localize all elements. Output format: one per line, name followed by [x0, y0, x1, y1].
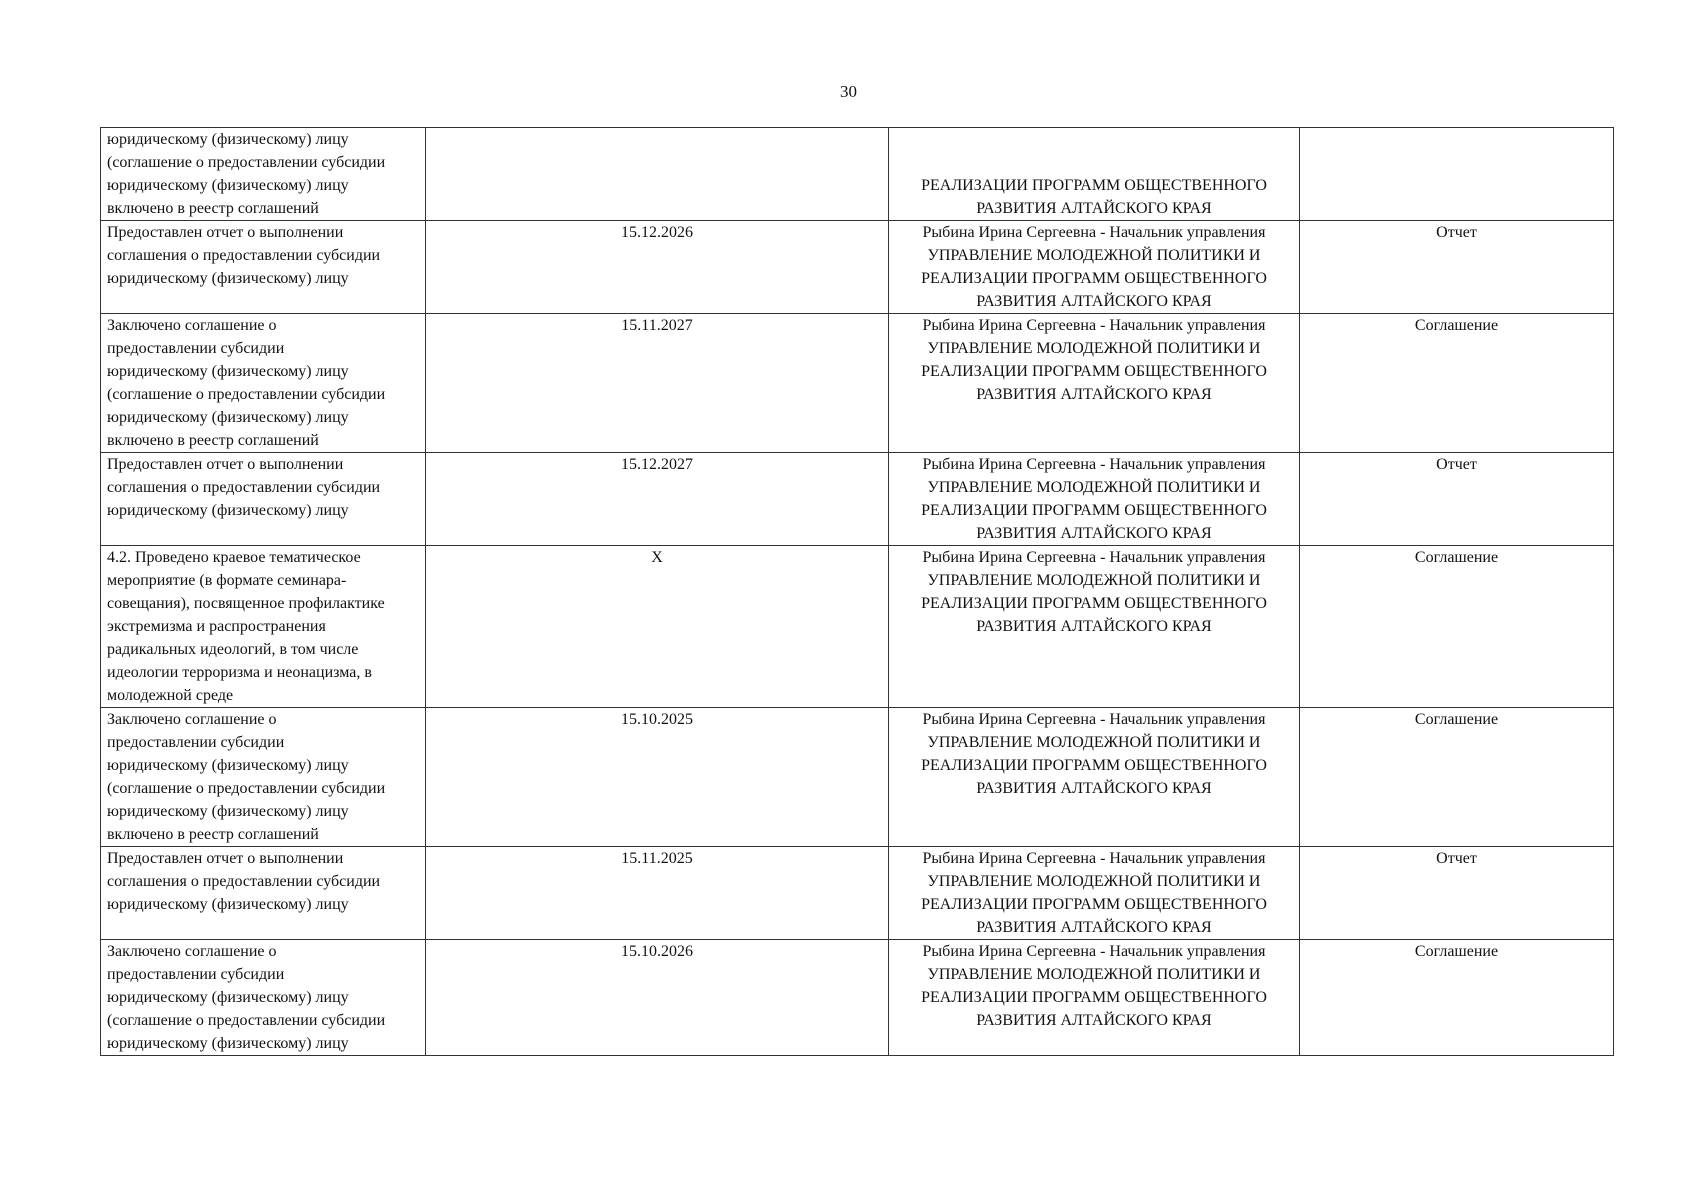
responsible-line: Рыбина Ирина Сергеевна - Начальник управления [922, 317, 1266, 334]
document-type-cell: Соглашение [1300, 708, 1614, 847]
responsible-line: РАЗВИТИЯ АЛТАЙСКОГО КРАЯ [976, 525, 1212, 542]
responsible-cell [889, 128, 1300, 221]
responsible-line [895, 128, 1293, 151]
responsible-line [895, 151, 1293, 174]
responsible-cell [889, 940, 1300, 1056]
event-cell: Заключено соглашение о предоставлении субсидии юридическому (физическому) лицу (соглашение о предоставлении субсидии юридическому (физическому) лицу [101, 940, 426, 1056]
responsible-cell [889, 453, 1300, 546]
event-cell: юридическому (физическому) лицу (соглашение о предоставлении субсидии юридическому (физическому) лицу включено в реестр соглашений [101, 128, 426, 221]
responsible-line: РАЗВИТИЯ АЛТАЙСКОГО КРАЯ [976, 386, 1212, 403]
responsible-line: Рыбина Ирина Сергеевна - Начальник управления [922, 549, 1266, 566]
deadline-cell [426, 128, 889, 221]
event-cell: Предоставлен отчет о выполнении соглашения о предоставлении субсидии юридическому (физическому) лицу [101, 847, 426, 940]
responsible-line: УПРАВЛЕНИЕ МОЛОДЕЖНОЙ ПОЛИТИКИ И [927, 340, 1261, 357]
responsible-line: УПРАВЛЕНИЕ МОЛОДЕЖНОЙ ПОЛИТИКИ И [927, 966, 1261, 983]
responsible-line: РЕАЛИЗАЦИИ ПРОГРАММ ОБЩЕСТВЕННОГО [921, 757, 1267, 774]
responsible-line: РЕАЛИЗАЦИИ ПРОГРАММ ОБЩЕСТВЕННОГО [921, 502, 1267, 519]
responsible-line: УПРАВЛЕНИЕ МОЛОДЕЖНОЙ ПОЛИТИКИ И [927, 734, 1261, 751]
document-type-cell [1300, 128, 1614, 221]
table-row [101, 546, 1614, 708]
responsible-line: Рыбина Ирина Сергеевна - Начальник управления [922, 850, 1266, 867]
responsible-line: РАЗВИТИЯ АЛТАЙСКОГО КРАЯ [976, 1012, 1212, 1029]
responsible-line: РЕАЛИЗАЦИИ ПРОГРАММ ОБЩЕСТВЕННОГО [921, 270, 1267, 287]
table-row [101, 847, 1614, 940]
deadline-cell: 15.11.2025 [426, 847, 889, 940]
responsible-line: УПРАВЛЕНИЕ МОЛОДЕЖНОЙ ПОЛИТИКИ И [927, 572, 1261, 589]
responsible-cell [889, 847, 1300, 940]
table-row [101, 940, 1614, 1056]
responsible-line: РЕАЛИЗАЦИИ ПРОГРАММ ОБЩЕСТВЕННОГО [921, 363, 1267, 380]
responsible-line: УПРАВЛЕНИЕ МОЛОДЕЖНОЙ ПОЛИТИКИ И [927, 479, 1261, 496]
table-row [101, 221, 1614, 314]
responsible-cell [889, 314, 1300, 453]
plan-table [100, 127, 1614, 1056]
table-row [101, 453, 1614, 546]
responsible-line: РЕАЛИЗАЦИИ ПРОГРАММ ОБЩЕСТВЕННОГО [921, 989, 1267, 1006]
document-type-cell: Соглашение [1300, 940, 1614, 1056]
table-row [101, 128, 1614, 221]
responsible-cell [889, 708, 1300, 847]
responsible-line: РАЗВИТИЯ АЛТАЙСКОГО КРАЯ [976, 780, 1212, 797]
responsible-line: Рыбина Ирина Сергеевна - Начальник управления [922, 711, 1266, 728]
deadline-cell: 15.11.2027 [426, 314, 889, 453]
responsible-line: РАЗВИТИЯ АЛТАЙСКОГО КРАЯ [976, 293, 1212, 310]
event-cell: Заключено соглашение о предоставлении субсидии юридическому (физическому) лицу (соглашение о предоставлении субсидии юридическому (физическому) лицу включено в реестр соглашений [101, 314, 426, 453]
document-type-cell: Соглашение [1300, 314, 1614, 453]
responsible-line: РАЗВИТИЯ АЛТАЙСКОГО КРАЯ [976, 200, 1212, 217]
responsible-line: РЕАЛИЗАЦИИ ПРОГРАММ ОБЩЕСТВЕННОГО [921, 896, 1267, 913]
deadline-cell: 15.10.2026 [426, 940, 889, 1056]
deadline-cell: 15.12.2027 [426, 453, 889, 546]
responsible-cell [889, 546, 1300, 708]
deadline-cell: 15.10.2025 [426, 708, 889, 847]
plan-table-body [101, 128, 1614, 1056]
responsible-line: РЕАЛИЗАЦИИ ПРОГРАММ ОБЩЕСТВЕННОГО [921, 595, 1267, 612]
responsible-line: Рыбина Ирина Сергеевна - Начальник управления [922, 224, 1266, 241]
page-number: 30 [840, 82, 857, 101]
event-cell: Предоставлен отчет о выполнении соглашения о предоставлении субсидии юридическому (физическому) лицу [101, 453, 426, 546]
event-cell: Заключено соглашение о предоставлении субсидии юридическому (физическому) лицу (соглашение о предоставлении субсидии юридическому (физическому) лицу включено в реестр соглашений [101, 708, 426, 847]
event-cell: 4.2. Проведено краевое тематическое мероприятие (в формате семинара- совещания), посвященное профилактике экстремизма и распространения радикальных идеологий, в том числе идеологии терроризма и неонацизма, в молодежной среде [101, 546, 426, 708]
responsible-line: РАЗВИТИЯ АЛТАЙСКОГО КРАЯ [976, 919, 1212, 936]
document-type-cell: Отчет [1300, 453, 1614, 546]
responsible-line: РЕАЛИЗАЦИИ ПРОГРАММ ОБЩЕСТВЕННОГО [921, 177, 1267, 194]
responsible-line: Рыбина Ирина Сергеевна - Начальник управления [922, 456, 1266, 473]
document-type-cell: Соглашение [1300, 546, 1614, 708]
deadline-cell: X [426, 546, 889, 708]
responsible-line: Рыбина Ирина Сергеевна - Начальник управления [922, 943, 1266, 960]
table-row [101, 708, 1614, 847]
table-row [101, 314, 1614, 453]
responsible-line: УПРАВЛЕНИЕ МОЛОДЕЖНОЙ ПОЛИТИКИ И [927, 247, 1261, 264]
responsible-line: РАЗВИТИЯ АЛТАЙСКОГО КРАЯ [976, 618, 1212, 635]
deadline-cell: 15.12.2026 [426, 221, 889, 314]
responsible-line: УПРАВЛЕНИЕ МОЛОДЕЖНОЙ ПОЛИТИКИ И [927, 873, 1261, 890]
document-type-cell: Отчет [1300, 847, 1614, 940]
event-cell: Предоставлен отчет о выполнении соглашения о предоставлении субсидии юридическому (физическому) лицу [101, 221, 426, 314]
document-type-cell: Отчет [1300, 221, 1614, 314]
responsible-cell [889, 221, 1300, 314]
